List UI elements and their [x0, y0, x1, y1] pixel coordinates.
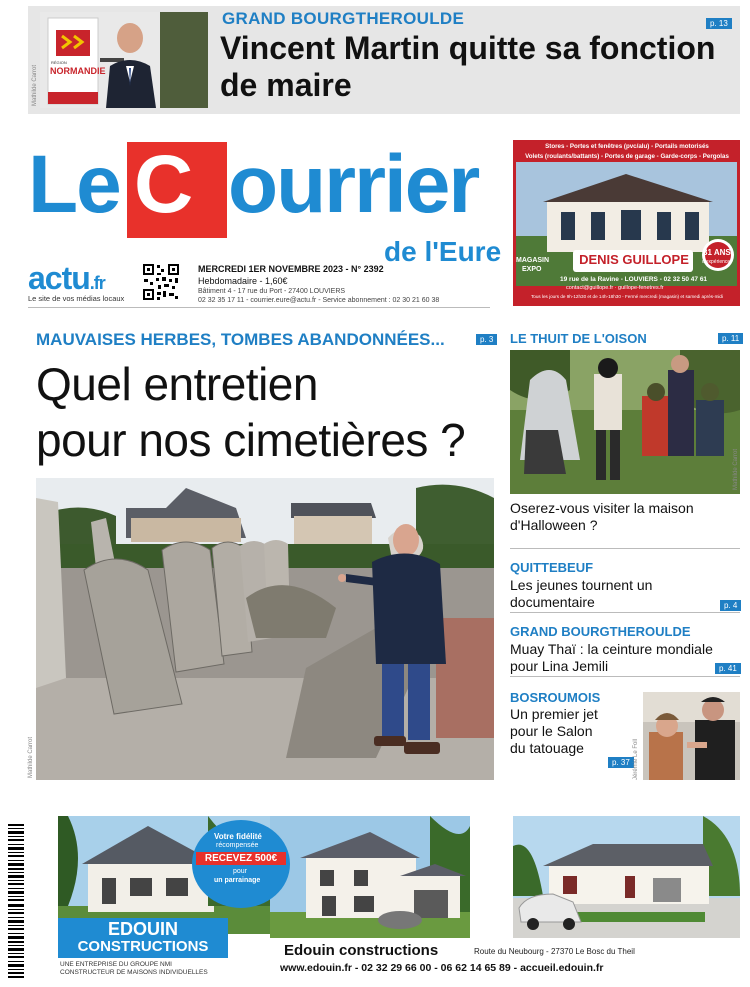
halloween-kicker: LE THUIT DE L'OISON: [510, 331, 647, 346]
logo-le: Le: [28, 139, 120, 230]
logo-ourrier: ourrier: [228, 139, 479, 230]
main-story-headline[interactable]: [36, 356, 496, 468]
tattoo-photo[interactable]: [643, 692, 740, 780]
bubble-line-4: pour: [233, 868, 248, 875]
edouin-house-photo-2: [270, 816, 470, 938]
bosroumois-page: p. 37: [608, 757, 634, 768]
top-story-kicker: GRAND BOURGTHEROULDE: [222, 9, 465, 28]
ad-badge-text: d'expérience: [702, 259, 731, 265]
main-photo-credit: Mathilde Carrot: [28, 736, 34, 778]
ad-expo: EXPO: [522, 266, 542, 273]
ad-badge-years: 31 ANS: [703, 248, 731, 257]
sign-region: RÉGION: [51, 60, 67, 65]
issue-address: Bâtiment 4 - 17 rue du Port - 27400 LOUVIERS: [198, 288, 346, 295]
halloween-text[interactable]: Oserez-vous visiter la maison d'Halloween ?: [510, 500, 694, 533]
edouin-brand-2: CONSTRUCTIONS: [77, 938, 209, 955]
cemetery-photo[interactable]: [36, 478, 494, 780]
masthead-divider: [28, 307, 490, 308]
bubble-line-2: récompensée: [216, 842, 259, 849]
halloween-page: p. 11: [718, 333, 743, 344]
halloween-photo-credit: Mathilde Carrot: [733, 448, 739, 490]
edouin-address: Route du Neubourg - 27370 Le Bosc du Theil: [474, 947, 635, 956]
top-story-page: p. 13: [706, 18, 732, 29]
edouin-group-2: CONSTRUCTEUR DE MAISONS INDIVIDUELLES: [60, 969, 208, 976]
right-col-divider-1: [510, 548, 740, 549]
bubble-line-3: RECEVEZ 500€: [196, 852, 286, 865]
right-col-divider-3: [510, 676, 740, 677]
top-story-headline[interactable]: Vincent Martin quitte sa fonction de maire: [220, 30, 716, 103]
edouin-group-1: UNE ENTREPRISE DU GROUPE NMI: [60, 961, 172, 968]
main-headline-line-1: Quel entretien: [36, 358, 318, 410]
bourgtheroulde-text[interactable]: Muay Thaï : la ceinture mondiale pour Lina Jemili: [510, 641, 713, 674]
issue-contact: 02 32 35 17 11 - courrier.eure@actu.fr - Service abonnement : 02 30 21 60 38: [198, 297, 440, 304]
quittebeuf-kicker: QUITTEBEUF: [510, 560, 594, 575]
main-story-kicker: MAUVAISES HERBES, TOMBES ABANDONNÉES...: [36, 330, 445, 349]
ad-services-line-1: Stores - Portes et fenêtres (pvc/alu) - Portails motorisés: [545, 143, 709, 150]
ad-web: contact@guillope.fr · guillope-fenetres.fr: [566, 285, 664, 291]
sign-name: NORMANDIE: [50, 66, 106, 76]
actu-word: actu: [28, 260, 90, 296]
edouin-contact[interactable]: www.edouin.fr - 02 32 29 66 00 - 06 62 14 65 89 - accueil.edouin.fr: [280, 962, 604, 974]
tattoo-photo-credit: Jérémie Le Foll: [633, 738, 639, 780]
bourgtheroulde-page: p. 41: [715, 663, 741, 674]
ad-magasin: MAGASIN: [516, 257, 550, 264]
logo-subtitle: de l'Eure: [384, 236, 502, 267]
edouin-house-photo-3: [513, 816, 740, 938]
top-photo-credit: Mathilde Carrot: [32, 64, 38, 106]
bubble-line-1: Votre fidélité: [214, 832, 262, 841]
bourgtheroulde-kicker: GRAND BOURGTHEROULDE: [510, 624, 691, 639]
edouin-brand-1: EDOUIN: [107, 919, 178, 939]
bosroumois-text[interactable]: Un premier jet pour le Salon du tatouage: [510, 706, 598, 756]
main-story-page: p. 3: [476, 334, 497, 345]
issue-date: MERCREDI 1ER NOVEMBRE 2023 - N° 2392: [198, 264, 384, 274]
issue-price: Hebdomadaire - 1,60€: [198, 276, 288, 286]
ad-hours: Tous les jours de 9h-12h30 et de 14h-18h30 - Fermé mercredi (magasin) et samedi après-midi: [530, 294, 723, 299]
ad-address: 19 rue de la Ravine - LOUVIERS - 02 32 50 47 61: [560, 276, 708, 283]
main-headline-line-2: pour nos cimetières ?: [36, 414, 466, 466]
right-col-divider-2: [510, 612, 740, 613]
actu-logo[interactable]: [28, 260, 105, 297]
bubble-line-5: un parrainage: [214, 877, 261, 884]
actu-fr: .fr: [89, 273, 105, 293]
qr-code-icon[interactable]: [142, 263, 180, 301]
barcode: [6, 822, 26, 980]
ad-services-line-2: Volets (roulants/battants) - Portes de garage - Garde-corps - Pergolas: [525, 153, 729, 160]
logo-c: C: [134, 139, 194, 230]
actu-tagline: Le site de vos médias locaux: [28, 294, 125, 303]
quittebeuf-text[interactable]: Les jeunes tournent un documentaire: [510, 577, 653, 610]
edouin-company: Edouin constructions: [284, 942, 439, 959]
bosroumois-kicker: BOSROUMOIS: [510, 690, 601, 705]
quittebeuf-page: p. 4: [720, 600, 741, 611]
halloween-photo[interactable]: [510, 350, 740, 494]
ad-top-services: [516, 142, 738, 162]
ad-brand: DENIS GUILLOPE: [579, 252, 689, 267]
